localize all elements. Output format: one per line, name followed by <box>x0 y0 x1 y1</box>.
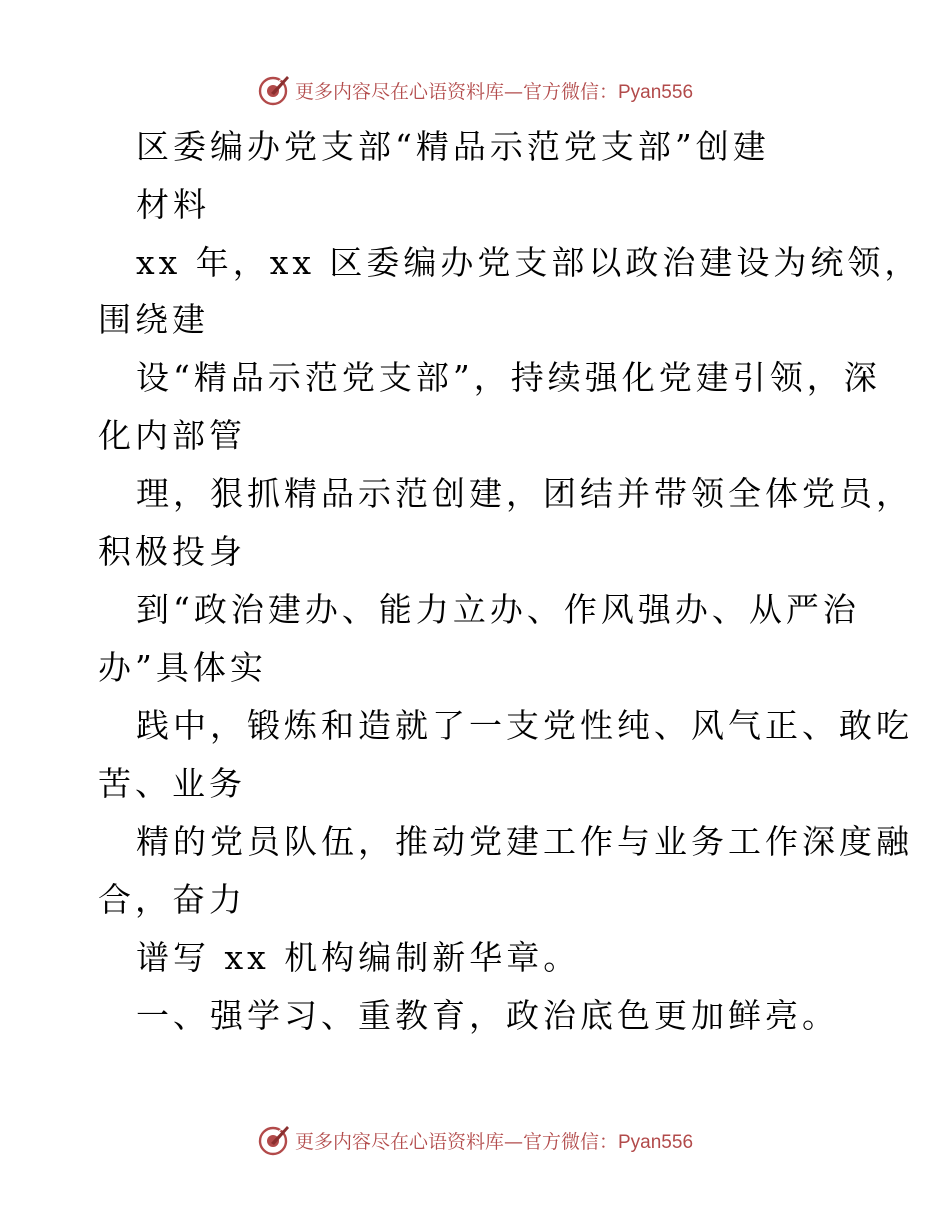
paragraph-line: xx 年，xx 区委编办党支部以政治建设为统领， <box>136 243 922 282</box>
paragraph-line: 践中，锻炼和造就了一支党性纯、风气正、敢吃 <box>136 706 913 745</box>
watermark-text <box>295 1127 693 1154</box>
watermark-slogan: 更多内容尽在心语资料库—官方微信： <box>294 80 618 103</box>
paragraph-line: 谱写 xx 机构编制新华章。 <box>136 938 581 977</box>
paragraph-line: 到“政治建办、能力立办、作风强办、从严治 <box>136 590 860 629</box>
paragraph-line: 办”具体实 <box>98 648 267 687</box>
paragraph-line: 苦、业务 <box>98 764 246 803</box>
paragraph-line: 理，狠抓精品示范创建，团结并带领全体党员， <box>136 474 913 513</box>
watermark-banner-bottom <box>0 1120 950 1160</box>
watermark-wechat-id: Pyan556 <box>618 81 694 103</box>
paragraph-line: 围绕建 <box>98 300 209 339</box>
paragraph-line: 合，奋力 <box>98 880 246 919</box>
watermark-text <box>295 77 693 104</box>
document-title-line-1: 区委编办党支部“精品示范党支部”创建 <box>136 127 770 166</box>
document-title-line-2: 材料 <box>136 185 210 224</box>
quill-logo-icon <box>257 73 291 107</box>
quill-logo-icon <box>257 1123 291 1157</box>
watermark-banner-top <box>0 70 950 110</box>
watermark-wechat-id: Pyan556 <box>618 1131 694 1153</box>
section-heading: 一、强学习、重教育，政治底色更加鲜亮。 <box>136 996 839 1035</box>
watermark-slogan: 更多内容尽在心语资料库—官方微信： <box>294 1130 618 1153</box>
paragraph-line: 化内部管 <box>98 416 246 455</box>
paragraph-line: 积极投身 <box>98 532 246 571</box>
paragraph-line: 设“精品示范党支部”，持续强化党建引领，深 <box>136 358 881 397</box>
paragraph-line: 精的党员队伍，推动党建工作与业务工作深度融 <box>136 822 913 861</box>
